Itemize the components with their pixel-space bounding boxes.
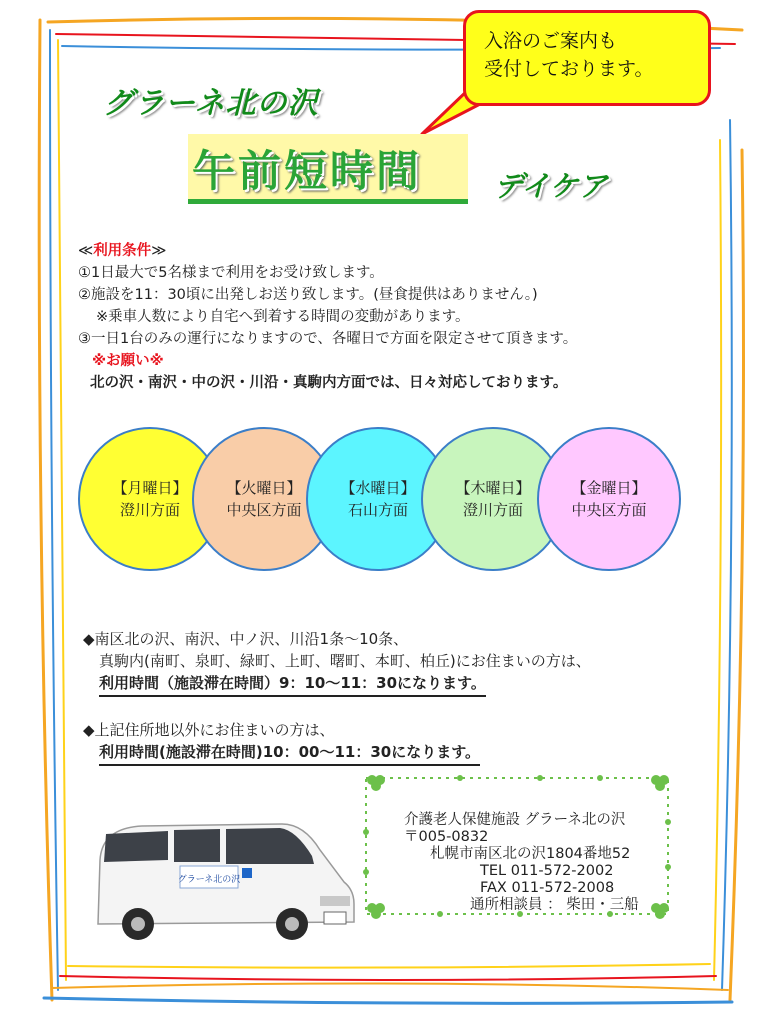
area-block-1-line-1: ◆南区北の沢、南沢、中ノ沢、川沿1条～10条、 [83,630,409,648]
usage-conditions [78,240,577,394]
condition-item-2: ②施設を11：30頃に出発しお送り致します。(昼食提供はありません。) [78,287,538,303]
van-side-text: グラーネ北の沢 [177,874,241,884]
circle-day-label: 【水曜日】 [340,479,416,497]
bathing-callout [463,10,711,106]
van-image [92,820,357,945]
contact-postal: 〒005-0832 [404,829,489,845]
main-title: 午前短時間 [192,147,422,197]
service-area-notes [83,628,591,766]
condition-item-1: ①1日最大で5名様まで利用をお受け致します。 [78,265,384,281]
facility-title: グラーネ北の沢 [103,86,319,121]
area-block-2-hours: 利用時間(施設滞在時間)10：00～11：30になります。 [99,741,480,766]
contact-counselors: 通所相談員 ： 柴田・三船 [470,897,639,913]
request-text: 北の沢・南沢・中の沢・川沿・真駒内方面では、日々対応しております。 [90,375,568,391]
contact-address: 札幌市南区北の沢1804番地52 [430,846,631,862]
area-block-2-line-1: ◆上記住所地以外にお住まいの方は、 [83,721,335,739]
contact-tel: TEL 011-572-2002 [480,863,614,879]
conditions-heading [78,240,577,262]
area-block-1-hours: 利用時間（施設滞在時間）9：10～11：30になります。 [99,672,486,697]
circle-friday [537,427,681,571]
condition-item-3: ③一日1台のみの運行になりますので、各曜日で方面を限定させて頂きます。 [78,331,578,347]
heading-text: 利用条件 [93,243,152,259]
contact-facility: 介護老人保健施設 グラーネ北の沢 [404,812,626,828]
circle-day-label: 【月曜日】 [112,479,188,497]
condition-item-2-note: ※乗車人数により自宅へ到着する時間の変動があります。 [96,309,470,325]
circle-area-label: 中央区方面 [226,501,302,519]
callout-line-1: 入浴のご案内も [484,30,618,52]
callout-line-2: 受付しております。 [484,58,654,80]
circle-area-label: 石山方面 [347,501,408,519]
request-label: ※お願い※ [92,353,164,369]
heading-bracket-open: ≪ [78,243,94,259]
area-block-1-line-2: 真駒内(南町、泉町、緑町、上町、曙町、本町、柏丘)にお住まいの方は、 [99,652,591,670]
contact-fax: FAX 011-572-2008 [480,880,615,896]
circle-area-label: 澄川方面 [462,501,523,519]
circle-area-label: 澄川方面 [119,501,180,519]
contact-info [404,812,639,914]
circle-day-label: 【火曜日】 [226,479,302,497]
circle-day-label: 【金曜日】 [571,479,647,497]
circle-day-label: 【木曜日】 [455,479,531,497]
subtitle: デイケア [494,169,608,203]
heading-bracket-close: ≫ [151,243,167,259]
circle-area-label: 中央区方面 [571,501,647,519]
